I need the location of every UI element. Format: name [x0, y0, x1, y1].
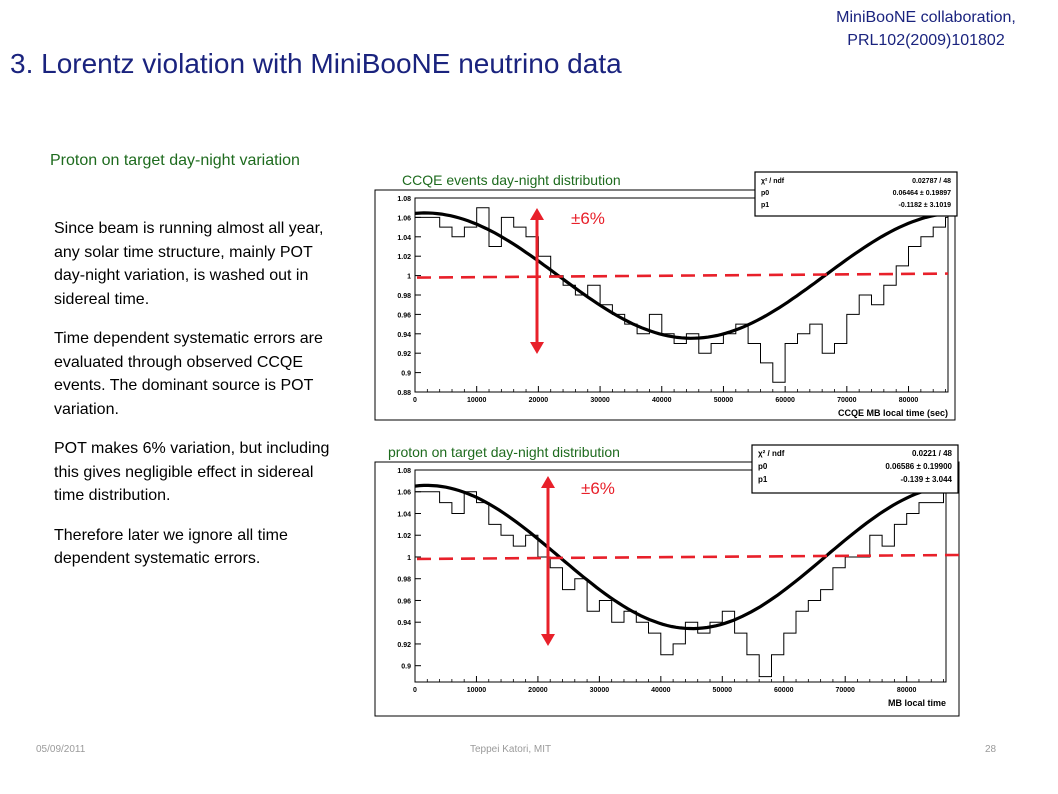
chart-1-x-tick-label: 60000 [775, 397, 795, 404]
chart-1-x-tick-label: 40000 [652, 397, 672, 404]
chart-1-annotation: ±6% [571, 209, 605, 228]
chart-1-y-tick-label: 1.06 [397, 215, 411, 223]
chart-1-y-tick-label: 1.02 [397, 254, 411, 262]
chart-1-stats-name: p1 [761, 202, 770, 209]
chart-1-y-tick-label: 0.98 [397, 293, 411, 300]
chart-1-x-tick-label: 10000 [466, 397, 487, 404]
chart-1-y-tick-label: 1 [407, 273, 411, 281]
chart-2 [374, 440, 974, 725]
chart-2-y-tick-label: 0.92 [397, 641, 411, 649]
chart-1-stats-value: -0.1182 ± 3.1019 [898, 202, 951, 209]
chart-1-y-tick-label: 0.94 [397, 331, 411, 339]
chart-1-y-tick-label: 0.9 [401, 370, 411, 378]
paragraph-2: Time dependent systematic errors are evaluated through observed CCQE events. The dominant source is POT variation. [54, 330, 323, 418]
chart-2-annotation: ±6% [581, 479, 615, 498]
page-title: 3. Lorentz violation with MiniBooNE neutrino data [10, 48, 622, 79]
chart-2-x-tick-label: 70000 [835, 687, 855, 694]
chart-2-title: proton on target day-night distribution [388, 444, 620, 460]
chart-1-title: CCQE events day-night distribution [402, 172, 621, 188]
footer-page-number: 28 [985, 744, 997, 755]
chart-2-y-tick-label: 1.08 [397, 468, 411, 475]
chart-2-stats-name: p1 [758, 475, 768, 484]
chart-1-stats-name: χ² / ndf [761, 178, 785, 185]
chart-1-stats-name: p0 [761, 190, 770, 197]
paragraph-3: POT makes 6% variation, but including this gives negligible effect in sidereal time distribution. [54, 440, 330, 504]
chart-2-x-tick-label: 30000 [589, 687, 610, 694]
footer-date: 05/09/2011 [36, 744, 86, 755]
chart-1-svg [374, 164, 974, 426]
citation-line-1: MiniBooNE collaboration, [836, 9, 1016, 26]
chart-2-y-tick-label: 0.9 [401, 663, 411, 671]
chart-2-x-tick-label: 50000 [712, 687, 733, 694]
chart-2-stats-value: 0.06586 ± 0.19900 [885, 462, 952, 471]
chart-1-y-tick-label: 0.96 [397, 312, 411, 320]
chart-2-y-tick-label: 1.06 [397, 489, 411, 497]
chart-2-svg [374, 440, 974, 720]
chart-1-stats-value: 0.02787 / 48 [912, 178, 951, 185]
chart-2-x-axis-label: MB local time [887, 698, 946, 708]
chart-1 [374, 164, 974, 431]
chart-2-x-tick-label: 60000 [774, 687, 794, 694]
chart-2-stats-name: χ² / ndf [758, 449, 785, 458]
chart-2-frame [375, 462, 959, 716]
chart-1-x-tick-label: 80000 [898, 397, 919, 404]
body-text [54, 217, 344, 587]
chart-2-y-tick-label: 0.94 [397, 620, 411, 628]
chart-1-y-tick-label: 1.08 [397, 196, 411, 203]
chart-2-y-tick-label: 0.98 [397, 576, 411, 584]
chart-2-x-tick-label: 40000 [651, 687, 671, 694]
chart-1-x-tick-label: 30000 [590, 397, 610, 404]
chart-1-y-tick-label: 0.92 [397, 351, 411, 359]
chart-1-frame [375, 190, 955, 420]
footer-author: Teppei Katori, MIT [470, 744, 552, 755]
chart-1-y-tick-label: 1.04 [397, 234, 411, 242]
chart-1-x-axis-label: CCQE MB local time (sec) [837, 408, 948, 418]
chart-2-stats-name: p0 [758, 462, 768, 471]
chart-1-x-tick-label: 50000 [713, 397, 734, 404]
chart-2-stats-value: -0.139 ± 3.044 [900, 475, 952, 484]
chart-2-y-tick-label: 1.04 [397, 511, 411, 519]
chart-2-y-tick-label: 1.02 [397, 533, 411, 541]
chart-1-stats-value: 0.06464 ± 0.19897 [892, 190, 951, 197]
chart-2-y-tick-label: 1 [407, 554, 411, 562]
paragraph-1: Since beam is running almost all year, any solar time structure, mainly POT day-night variation, is washed out in sidereal time. [54, 220, 324, 308]
section-subtitle: Proton on target day-night variation [50, 152, 300, 169]
citation-line-2: PRL102(2009)101802 [847, 32, 1005, 49]
chart-2-x-tick-label: 20000 [528, 687, 548, 694]
chart-2-y-tick-label: 0.96 [397, 598, 411, 606]
chart-2-x-tick-label: 0 [413, 687, 417, 694]
citation [806, 6, 1046, 52]
chart-2-x-tick-label: 10000 [466, 687, 487, 694]
chart-1-x-tick-label: 70000 [837, 397, 857, 404]
chart-1-x-tick-label: 20000 [528, 397, 549, 404]
paragraph-4: Therefore later we ignore all time dependent systematic errors. [54, 526, 288, 567]
chart-1-y-tick-label: 0.88 [397, 390, 411, 397]
chart-2-stats-value: 0.0221 / 48 [911, 449, 952, 458]
chart-1-x-tick-label: 0 [413, 397, 417, 404]
chart-2-x-tick-label: 80000 [896, 687, 917, 694]
